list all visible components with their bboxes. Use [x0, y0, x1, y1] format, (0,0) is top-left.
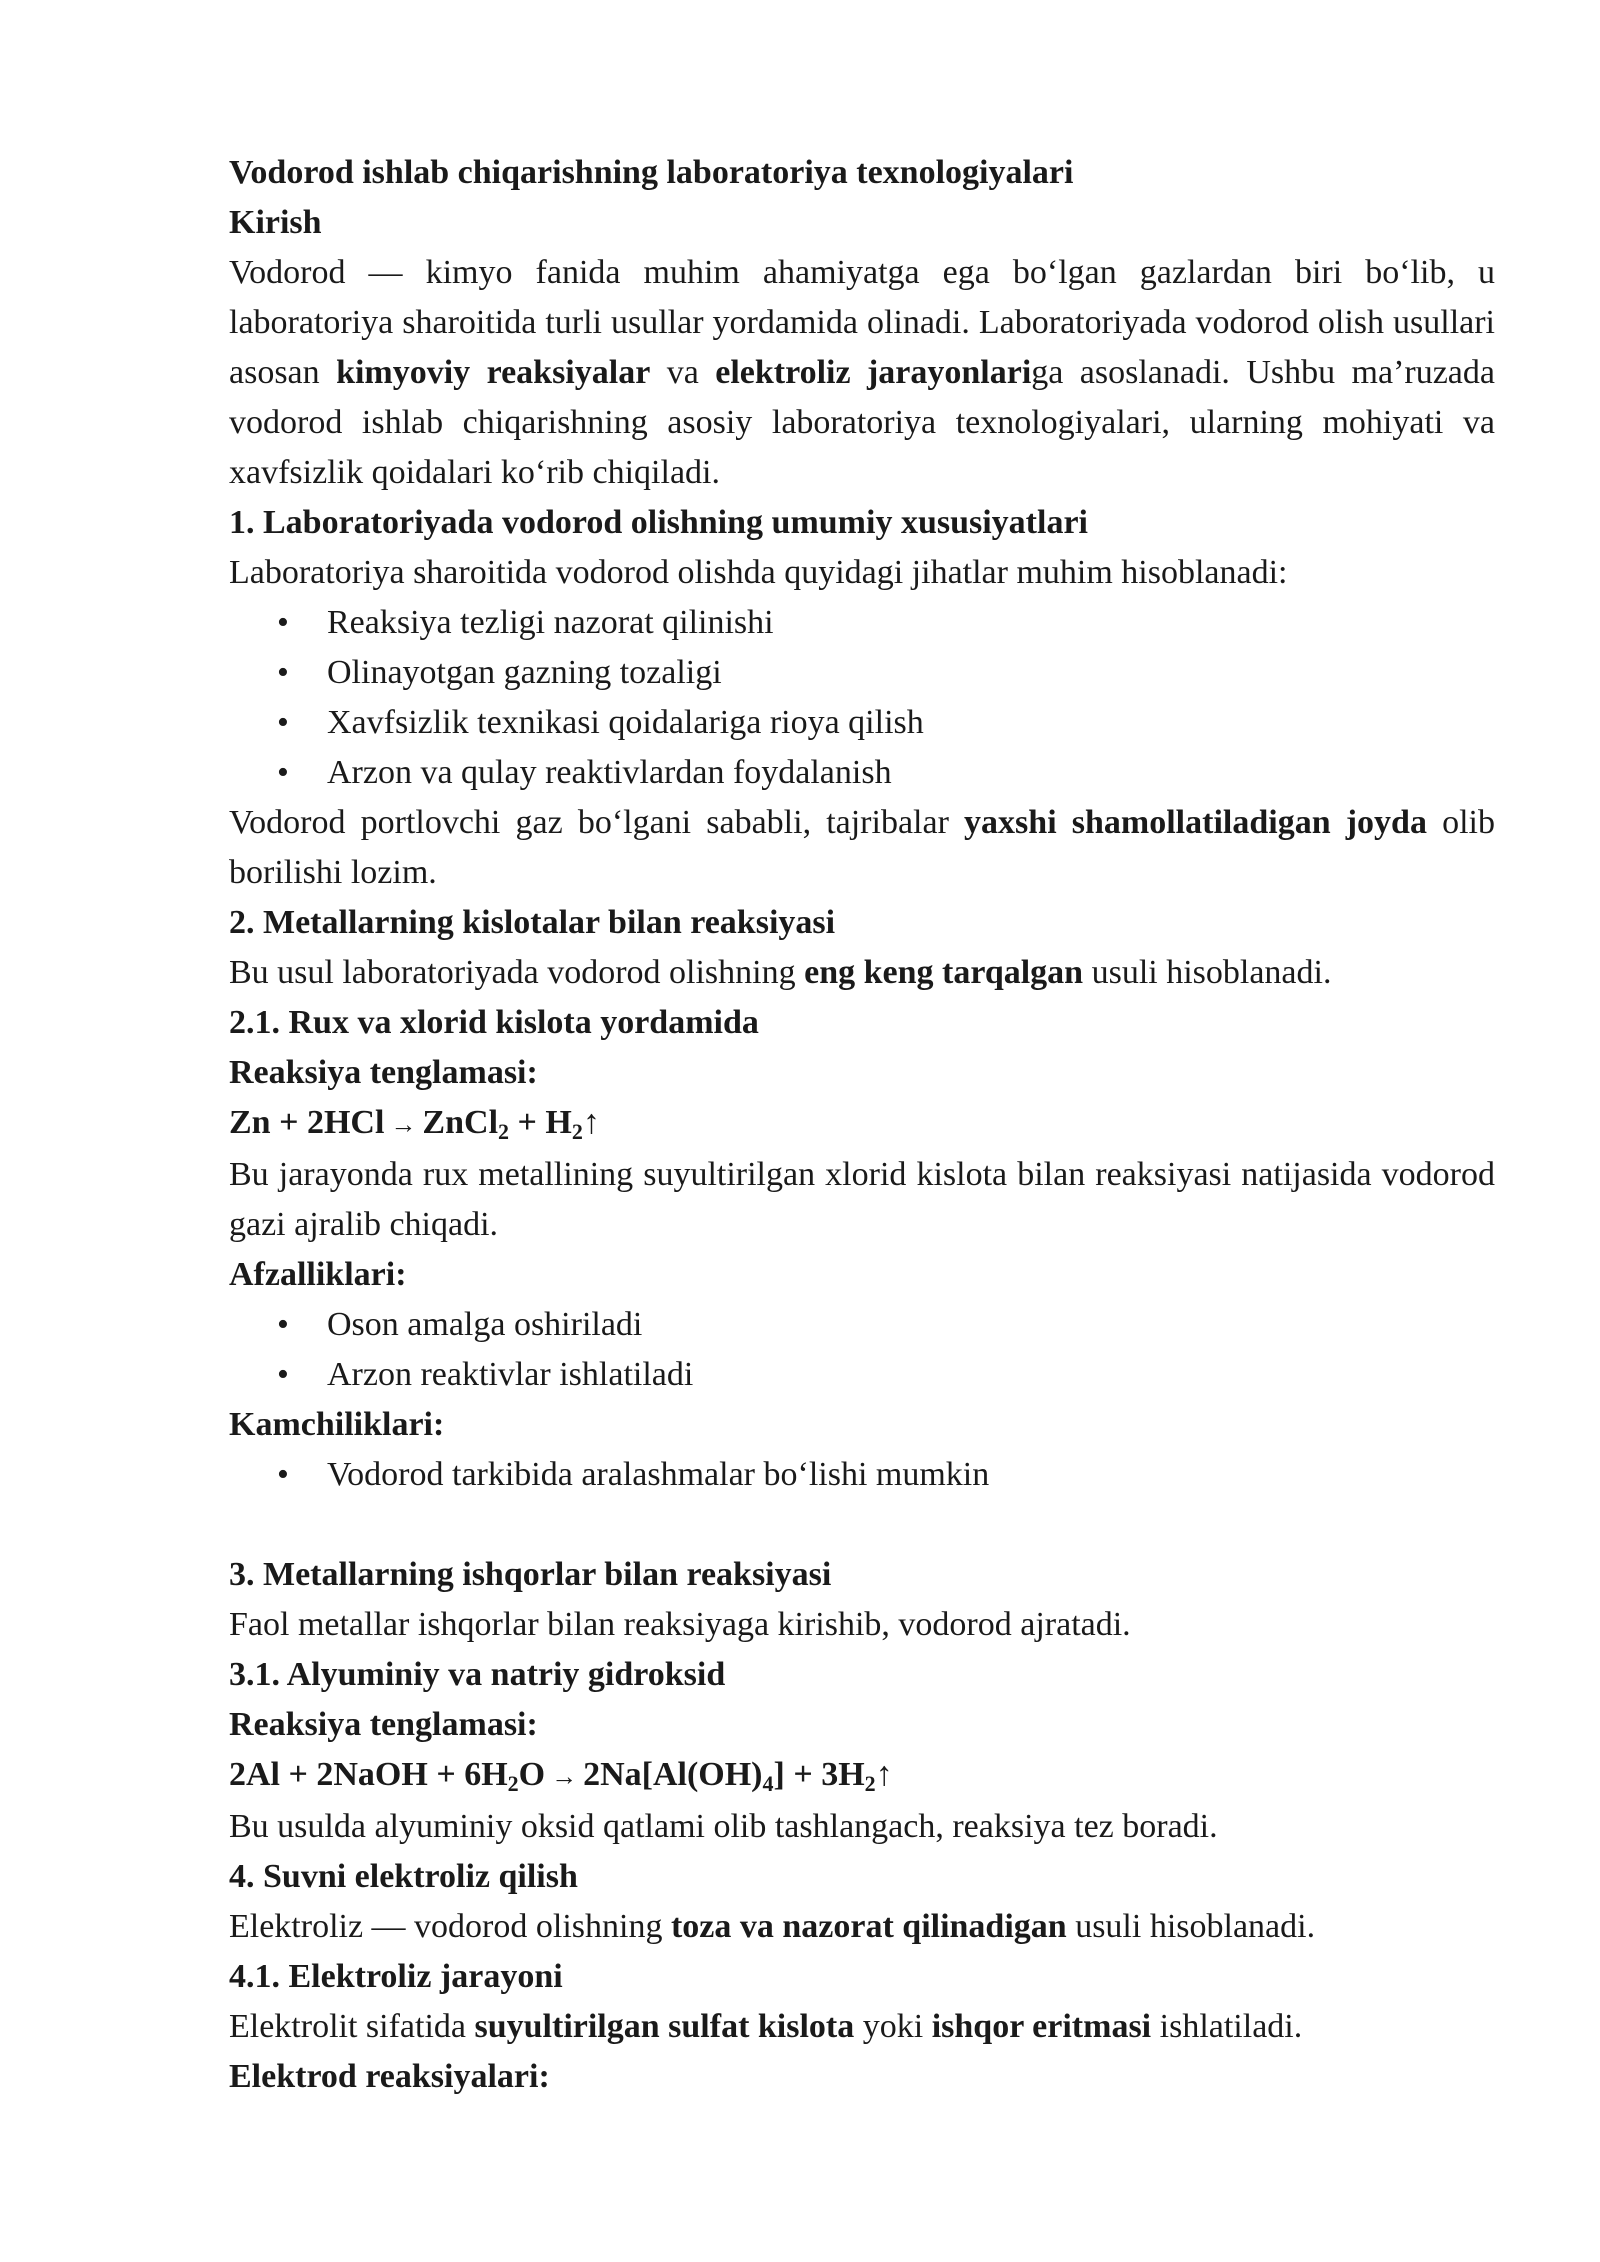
section-3-lead: Faol metallar ishqorlar bilan reaksiyaga kirishib, vodorod ajratadi. — [229, 1606, 1131, 1643]
reaction-equation-al-naoh: 2Al + 2NaOH + $6H_2O \to 2Na[Al(OH)_4]$ + $3H_2↑$ — [229, 1756, 893, 1796]
bold-term: kimyoviy reaksiyalar — [336, 354, 651, 391]
text-run: Vodorod — kimyo fanida muhim ahamiyatga ega bo‘lgan gazlardan biri bo‘lib, u laboratoriya sharoitida turli usullar yordamida olinadi. Laboratoriyada vodorod olish usullari asosan — [229, 254, 1495, 391]
document-page — [229, 148, 1495, 2102]
reaction-equation-zn-hcl: Zn + 2HCl → ZnCl$_2$ + $H_2↑$ — [229, 1104, 600, 1144]
gas-arrow-icon: ↑ — [582, 1104, 600, 1141]
pros-list — [229, 1300, 1495, 1400]
bold-term: yaxshi shamollatiladigan joyda — [964, 804, 1427, 841]
list-item: • Olinayotgan gazning tozaligi — [229, 648, 1495, 698]
bullet-icon: • — [277, 604, 289, 641]
pros-label: Afzalliklari: — [229, 1256, 407, 1293]
list-item: • Xavfsizlik texnikasi qoidalariga rioya qilish — [229, 698, 1495, 748]
reaction-arrow-icon: → — [551, 1762, 578, 1791]
bold-term: toza va nazorat qilinadigan — [670, 1908, 1067, 1945]
bold-term: ishqor eritmasi — [931, 2008, 1152, 2045]
intro-paragraph — [229, 248, 1495, 498]
section-1-lead: Laboratoriya sharoitida vodorod olishda quyidagi jihatlar muhim hisoblanadi: — [229, 554, 1288, 591]
bullet-icon: • — [277, 654, 289, 691]
list-item: • Arzon reaktivlar ishlatiladi — [229, 1350, 1495, 1400]
section-2-description: Bu jarayonda rux metallining suyultirilgan xlorid kislota bilan reaksiyasi natijasida vodorod gazi ajralib chiqadi. — [229, 1156, 1495, 1243]
reaction-arrow-icon: → — [390, 1110, 417, 1139]
subsection-heading-2-1: 2.1. Rux va xlorid kislota yordamida — [229, 1004, 759, 1041]
bullet-icon: • — [277, 704, 289, 741]
bullet-icon: • — [277, 754, 289, 791]
subsection-heading-3-1: 3.1. Alyuminiy va natriy gidroksid — [229, 1656, 726, 1693]
bullet-icon: • — [277, 1356, 289, 1393]
bold-term: eng keng tarqalgan — [804, 954, 1084, 991]
bullet-icon: • — [277, 1456, 289, 1493]
section-2-lead: Bu usul laboratoriyada vodorod olishning eng keng tarqalgan usuli hisoblanadi. — [229, 954, 1332, 991]
blank-line — [229, 1500, 1495, 1550]
section-4-lead: Elektroliz — vodorod olishning toza va nazorat qilinadigan usuli hisoblanadi. — [229, 1908, 1316, 1945]
cons-list — [229, 1450, 1495, 1500]
section-heading-4: 4. Suvni elektroliz qilish — [229, 1858, 578, 1895]
bold-term: suyultirilgan sulfat kislota — [474, 2008, 855, 2045]
equation-label: Reaksiya tenglamasi: — [229, 1706, 538, 1743]
section-heading-1: 1. Laboratoriyada vodorod olishning umumiy xususiyatlari — [229, 504, 1088, 541]
bullet-icon: • — [277, 1306, 289, 1343]
section-4-electrolyte: Elektrolit sifatida suyultirilgan sulfat kislota yoki ishqor eritmasi ishlatiladi. — [229, 2008, 1303, 2045]
cons-label: Kamchiliklari: — [229, 1406, 445, 1443]
bold-term: elektroliz jarayonlari — [715, 354, 1032, 391]
list-item: • Vodorod tarkibida aralashmalar bo‘lishi mumkin — [229, 1450, 1495, 1500]
section-3-description: Bu usulda alyuminiy oksid qatlami olib tashlangach, reaksiya tez boradi. — [229, 1808, 1218, 1845]
subsection-heading-4-1: 4.1. Elektroliz jarayoni — [229, 1958, 563, 1995]
section-heading-2: 2. Metallarning kislotalar bilan reaksiyasi — [229, 904, 836, 941]
text-run: ga asoslanadi. Ushbu ma’ruzada vodorod ishlab chiqarishning asosiy laboratoriya texnologiyalari, ularning mohiyati va xavfsizlik qoidalari ko‘rib chiqiladi. — [229, 354, 1495, 491]
list-item: • Oson amalga oshiriladi — [229, 1300, 1495, 1350]
equation-label: Reaksiya tenglamasi: — [229, 1054, 538, 1091]
gas-arrow-icon: ↑ — [875, 1756, 893, 1793]
list-item: • Reaksiya tezligi nazorat qilinishi — [229, 598, 1495, 648]
section-1-note: Vodorod portlovchi gaz bo‘lgani sababli, tajribalar yaxshi shamollatiladigan joyda olib borilishi lozim. — [229, 804, 1495, 891]
section-heading-3: 3. Metallarning ishqorlar bilan reaksiyasi — [229, 1556, 832, 1593]
electrode-reactions-label: Elektrod reaksiyalari: — [229, 2058, 550, 2095]
section-heading-intro: Kirish — [229, 204, 322, 241]
document-title: Vodorod ishlab chiqarishning laboratoriya texnologiyalari — [229, 154, 1074, 191]
list-item: • Arzon va qulay reaktivlardan foydalanish — [229, 748, 1495, 798]
text-run: va — [650, 354, 716, 391]
section-1-list — [229, 598, 1495, 798]
